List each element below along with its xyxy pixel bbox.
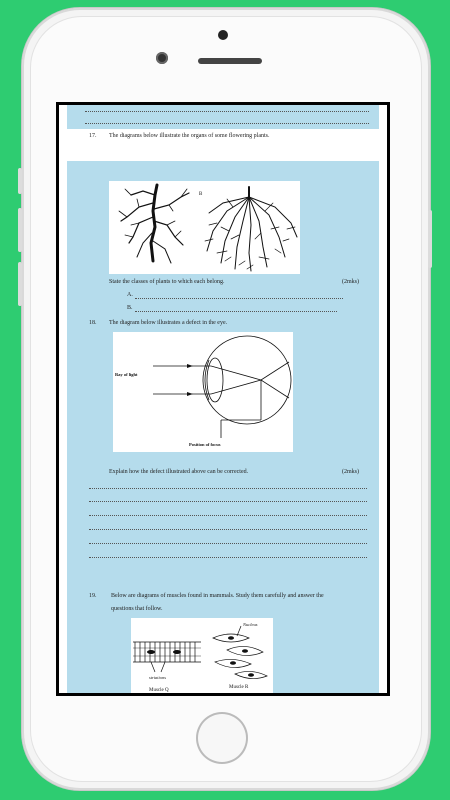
answer-line[interactable] (89, 557, 367, 558)
label-striations: striations (149, 675, 167, 680)
label-ray-of-light: Ray of light (115, 372, 138, 377)
question-19-text-line2: questions that follow. (111, 606, 163, 612)
power-button[interactable] (428, 210, 432, 268)
answer-line (85, 123, 369, 124)
question-17-number: 17. (89, 133, 97, 139)
answer-line[interactable] (89, 501, 367, 502)
answer-line[interactable] (89, 488, 367, 489)
question-18-marks: (2mks) (342, 469, 359, 475)
question-17-prompt: State the classes of plants to which each belong. (109, 279, 225, 285)
answer-line-a[interactable] (135, 298, 343, 299)
question-19-number: 19. (89, 593, 97, 599)
label-nucleus: Nucleus (243, 622, 258, 627)
question-18-text: The diagram below illustrates a defect in the eye. (109, 320, 228, 326)
answer-b-label: B. (127, 305, 133, 311)
home-button[interactable] (196, 712, 248, 764)
muscles-drawing (131, 618, 273, 693)
phone-screen (56, 102, 390, 696)
answer-a-label: A. (127, 292, 133, 298)
answer-line (85, 111, 369, 112)
earpiece (198, 58, 262, 64)
question-18-number: 18. (89, 320, 97, 326)
question-19-text-line1: Below are diagrams of muscles found in mammals. Study them carefully and answer the (111, 593, 324, 599)
roots-drawing (109, 181, 300, 274)
answer-line[interactable] (89, 543, 367, 544)
figure-label-b: B (199, 192, 203, 197)
volume-down-button[interactable] (18, 262, 22, 306)
front-sensor (218, 30, 228, 40)
question-17-text: The diagrams below illustrate the organs of some flowering plants. (109, 133, 270, 139)
label-muscle-r: Muscle R (229, 685, 249, 690)
label-position-of-focus: Position of focus (189, 442, 221, 447)
figure-muscles (131, 618, 273, 693)
label-muscle-q: Muscle Q (149, 688, 169, 693)
front-camera-icon (156, 52, 168, 64)
question-18-prompt: Explain how the defect illustrated above can be corrected. (109, 469, 249, 475)
document-page[interactable] (59, 105, 387, 693)
figure-plant-roots (109, 181, 300, 274)
figure-eye-defect (113, 332, 293, 452)
mute-switch[interactable] (18, 168, 22, 194)
question-17-marks: (2mks) (342, 279, 359, 285)
answer-band-top (67, 105, 379, 129)
eye-drawing (113, 332, 293, 452)
answer-line-b[interactable] (135, 311, 337, 312)
answer-line[interactable] (89, 515, 367, 516)
answer-line[interactable] (89, 529, 367, 530)
volume-up-button[interactable] (18, 208, 22, 252)
